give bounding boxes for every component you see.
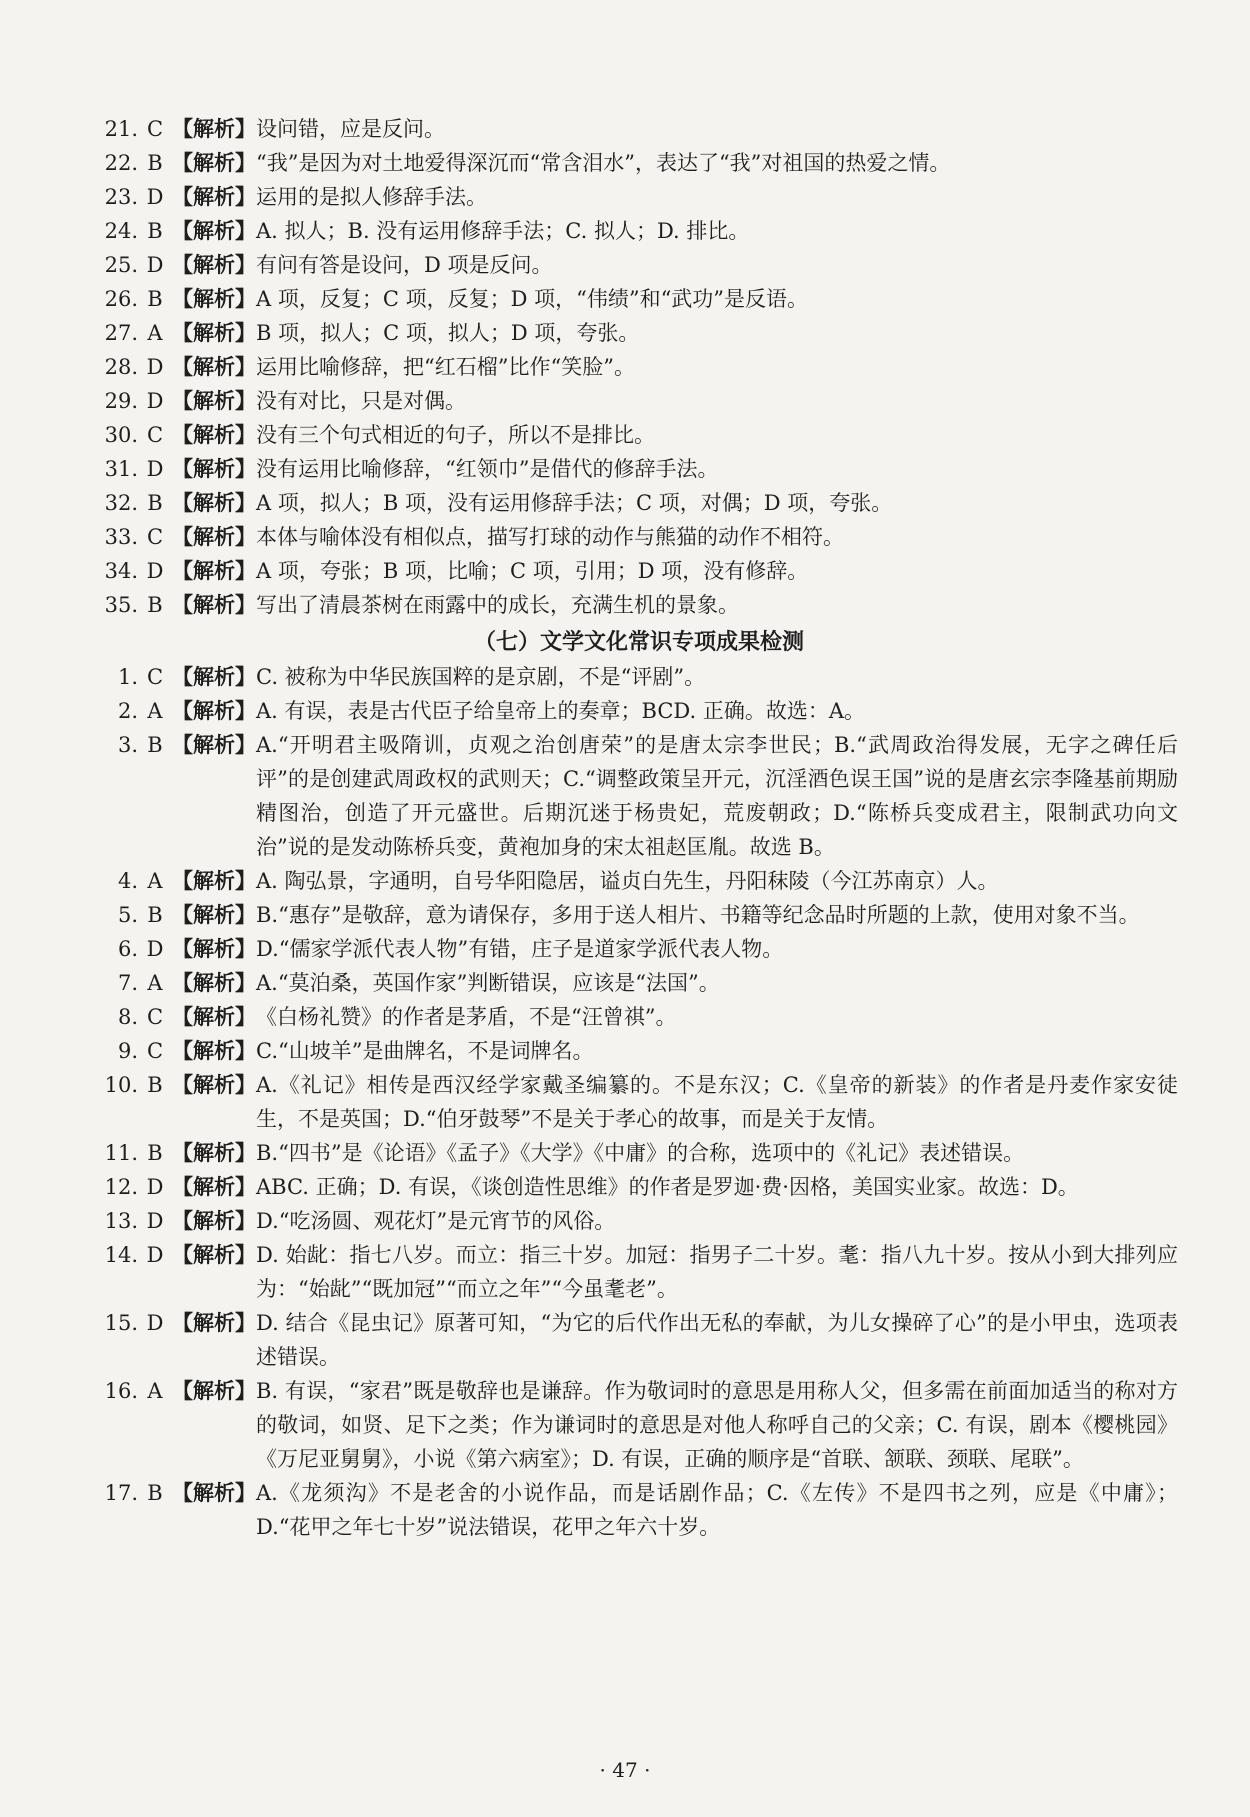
answer-entry [100, 384, 1178, 418]
answer-entry [100, 1306, 1178, 1374]
answer-letter: C [146, 117, 164, 141]
answer-letter: B [147, 219, 163, 243]
analysis-text: 《白杨礼赞》的作者是茅盾，不是“汪曾祺”。 [256, 1005, 677, 1029]
analysis-tag: 【解析】 [172, 286, 256, 311]
section-heading: （七）文学文化常识专项成果检测 [473, 629, 804, 655]
question-number: 9. [117, 1039, 138, 1063]
answer-entry [100, 248, 1178, 282]
analysis-text: 没有三个句式相近的句子，所以不是排比。 [256, 423, 655, 447]
answer-entry [100, 282, 1178, 316]
answer-letter: B [147, 1141, 163, 1165]
analysis-tag: 【解析】 [172, 1038, 256, 1063]
answer-entry [100, 966, 1178, 1000]
analysis-text: 设问错，应是反问。 [256, 117, 445, 141]
answer-entry [100, 1136, 1178, 1170]
analysis-tag: 【解析】 [172, 184, 256, 209]
answer-letter: D [146, 1209, 164, 1233]
answer-letter: D [146, 1311, 164, 1335]
answer-entry [100, 112, 1178, 146]
answer-entry [100, 180, 1178, 214]
question-number: 12. [104, 1175, 138, 1199]
analysis-tag: 【解析】 [172, 1242, 256, 1267]
answer-entry [100, 486, 1178, 520]
analysis-tag: 【解析】 [172, 150, 256, 175]
analysis-text: B.“四书”是《论语》《孟子》《大学》《中庸》的合称，选项中的《礼记》表述错误。 [256, 1141, 1025, 1165]
answer-entry [100, 660, 1178, 694]
analysis-text: 有问有答是设问，D 项是反问。 [256, 253, 553, 277]
analysis-tag: 【解析】 [172, 524, 256, 549]
question-number: 27. [104, 321, 138, 345]
analysis-text: 运用的是拟人修辞手法。 [256, 185, 487, 209]
literature-answers [100, 660, 1178, 1544]
analysis-text: 本体与喻体没有相似点，描写打球的动作与熊猫的动作不相符。 [256, 525, 844, 549]
analysis-text: D. 始龀：指七八岁。而立：指三十岁。加冠：指男子二十岁。耄：指八九十岁。按从小到大排列应为：“始龀”“既加冠”“而立之年”“今虽耄老”。 [256, 1243, 1178, 1301]
question-number: 31. [104, 457, 138, 481]
answer-letter: A [147, 699, 163, 723]
question-number: 2. [117, 699, 138, 723]
analysis-text: C. 被称为中华民族国粹的是京剧，不是“评剧”。 [256, 665, 706, 689]
question-number: 23. [104, 185, 138, 209]
question-number: 14. [104, 1243, 138, 1267]
analysis-tag: 【解析】 [172, 320, 256, 345]
question-number: 5. [117, 903, 138, 927]
analysis-tag: 【解析】 [172, 252, 256, 277]
analysis-text: A.“开明君主吸隋训，贞观之治创唐荣”的是唐太宗李世民；B.“武周政治得发展，无字之碑任后评”的是创建武周政权的武则天；C.“调整政策呈开元，沉淫酒色误王国”说的是唐玄宗李隆基前期励精图治，创造了开元盛世。后期沉迷于杨贵妃，荒废朝政；D.“陈桥兵变成君主，限制武功向文治”说的是发动陈桥兵变，黄袍加身的宋太祖赵匡胤。故选 B。 [256, 733, 1178, 859]
question-number: 30. [104, 423, 138, 447]
analysis-text: A.“莫泊桑，英国作家”判断错误，应该是“法国”。 [256, 971, 720, 995]
answer-letter: A [147, 869, 163, 893]
answer-entry [100, 588, 1178, 622]
answer-entry [100, 520, 1178, 554]
analysis-text: D.“儒家学派代表人物”有错，庄子是道家学派代表人物。 [256, 937, 784, 961]
question-number: 33. [104, 525, 138, 549]
analysis-text: D.“吃汤圆、观花灯”是元宵节的风俗。 [256, 1209, 616, 1233]
answer-letter: D [146, 1175, 164, 1199]
analysis-text: A 项，夸张；B 项，比喻；C 项，引用；D 项，没有修辞。 [256, 559, 809, 583]
analysis-tag: 【解析】 [172, 592, 256, 617]
analysis-text: D. 结合《昆虫记》原著可知，“为它的后代作出无私的奉献，为儿女操碎了心”的是小甲虫，选项表述错误。 [256, 1311, 1178, 1369]
analysis-text: B.“惠存”是敬辞，意为请保存，多用于送人相片、书籍等纪念品时所题的上款，使用对象不当。 [256, 903, 1140, 927]
question-number: 7. [117, 971, 138, 995]
answer-entry [100, 554, 1178, 588]
question-number: 32. [104, 491, 138, 515]
analysis-text: A 项，拟人；B 项，没有运用修辞手法；C 项，对偶；D 项，夸张。 [256, 491, 893, 515]
analysis-tag: 【解析】 [172, 354, 256, 379]
analysis-tag: 【解析】 [172, 664, 256, 689]
answer-letter: D [146, 1243, 164, 1267]
answer-entry [100, 932, 1178, 966]
answer-entry [100, 1170, 1178, 1204]
analysis-tag: 【解析】 [172, 698, 256, 723]
analysis-text: B 项，拟人；C 项，拟人；D 项，夸张。 [256, 321, 640, 345]
analysis-tag: 【解析】 [172, 732, 256, 757]
analysis-tag: 【解析】 [172, 936, 256, 961]
question-number: 11. [104, 1141, 138, 1165]
page-number: · 47 · [599, 1758, 651, 1782]
answer-entry [100, 1476, 1178, 1544]
analysis-tag: 【解析】 [172, 902, 256, 927]
answer-letter: B [147, 593, 163, 617]
analysis-tag: 【解析】 [172, 218, 256, 243]
analysis-tag: 【解析】 [172, 1004, 256, 1029]
analysis-tag: 【解析】 [172, 388, 256, 413]
analysis-tag: 【解析】 [172, 422, 256, 447]
analysis-tag: 【解析】 [172, 456, 256, 481]
answer-entry [100, 1068, 1178, 1136]
answer-entry [100, 316, 1178, 350]
analysis-tag: 【解析】 [172, 490, 256, 515]
analysis-tag: 【解析】 [172, 558, 256, 583]
analysis-text: B. 有误，“家君”既是敬辞也是谦辞。作为敬词时的意思是用称人父，但多需在前面加适当的称对方的敬词，如贤、足下之类；作为谦词时的意思是对他人称呼自己的父亲；C. 有误，剧本《樱桃园》《万尼亚舅舅》，小说《第六病室》；D. 有误，正确的顺序是“首联、颔联、颈联、尾联”。 [256, 1379, 1178, 1471]
question-number: 28. [104, 355, 138, 379]
analysis-tag: 【解析】 [172, 1378, 256, 1403]
answer-letter: D [146, 253, 164, 277]
analysis-text: “我”是因为对土地爱得深沉而“常含泪水”，表达了“我”对祖国的热爱之情。 [256, 151, 951, 175]
analysis-tag: 【解析】 [172, 1208, 256, 1233]
question-number: 24. [104, 219, 138, 243]
analysis-tag: 【解析】 [172, 1174, 256, 1199]
answer-entry [100, 452, 1178, 486]
answer-letter: D [146, 355, 164, 379]
analysis-text: ABC. 正确；D. 有误，《谈创造性思维》的作者是罗迦·费·因格，美国实业家。故选：D。 [256, 1175, 1079, 1199]
answer-letter: A [147, 1379, 163, 1403]
answer-letter: C [146, 665, 164, 689]
question-number: 6. [117, 937, 138, 961]
analysis-text: A.《龙须沟》不是老舍的小说作品，而是话剧作品；C.《左传》不是四书之列，应是《中庸》；D.“花甲之年七十岁”说法错误，花甲之年六十岁。 [256, 1481, 1178, 1539]
answer-entry [100, 214, 1178, 248]
question-number: 34. [104, 559, 138, 583]
answer-entry [100, 350, 1178, 384]
answer-letter: A [147, 971, 163, 995]
answer-letter: D [146, 559, 164, 583]
answer-letter: B [147, 151, 163, 175]
answer-entry [100, 864, 1178, 898]
answer-letter: C [146, 1039, 164, 1063]
question-number: 29. [104, 389, 138, 413]
analysis-text: A. 陶弘景，字通明，自号华阳隐居，谥贞白先生，丹阳秣陵（今江苏南京）人。 [256, 869, 999, 893]
answer-entry [100, 728, 1178, 864]
question-number: 17. [104, 1481, 138, 1505]
answer-entry [100, 1000, 1178, 1034]
question-number: 13. [104, 1209, 138, 1233]
answer-entry [100, 1238, 1178, 1306]
question-number: 10. [104, 1073, 138, 1097]
question-number: 1. [117, 665, 138, 689]
question-number: 15. [104, 1311, 138, 1335]
answer-entry [100, 1204, 1178, 1238]
analysis-text: A. 拟人；B. 没有运用修辞手法；C. 拟人；D. 排比。 [256, 219, 750, 243]
analysis-text: C.“山坡羊”是曲牌名，不是词牌名。 [256, 1039, 594, 1063]
answer-letter: B [147, 733, 163, 757]
answer-letter: B [147, 1481, 163, 1505]
answer-letter: D [146, 389, 164, 413]
answer-entry [100, 1034, 1178, 1068]
analysis-tag: 【解析】 [172, 1480, 256, 1505]
answer-letter: B [147, 287, 163, 311]
analysis-tag: 【解析】 [172, 1140, 256, 1165]
question-number: 25. [104, 253, 138, 277]
question-number: 35. [104, 593, 138, 617]
answer-entry [100, 898, 1178, 932]
analysis-text: 没有对比，只是对偶。 [256, 389, 466, 413]
analysis-tag: 【解析】 [172, 868, 256, 893]
analysis-text: 运用比喻修辞，把“红石榴”比作“笑脸”。 [256, 355, 635, 379]
analysis-text: A. 有误，表是古代臣子给皇帝上的奏章；BCD. 正确。故选：A。 [256, 699, 866, 723]
rhetoric-answers [100, 112, 1178, 622]
analysis-text: A 项，反复；C 项，反复；D 项，“伟绩”和“武功”是反语。 [256, 287, 809, 311]
answer-letter: B [147, 903, 163, 927]
question-number: 8. [117, 1005, 138, 1029]
answer-letter: B [147, 491, 163, 515]
question-number: 21. [104, 117, 138, 141]
answer-letter: D [146, 185, 164, 209]
analysis-text: 写出了清晨茶树在雨露中的成长，充满生机的景象。 [256, 593, 739, 617]
answer-letter: D [146, 937, 164, 961]
question-number: 22. [104, 151, 138, 175]
answer-letter: C [146, 423, 164, 447]
question-number: 16. [104, 1379, 138, 1403]
answer-entry [100, 694, 1178, 728]
analysis-tag: 【解析】 [172, 116, 256, 141]
answer-entry [100, 146, 1178, 180]
analysis-tag: 【解析】 [172, 1310, 256, 1335]
answer-letter: B [147, 1073, 163, 1097]
analysis-tag: 【解析】 [172, 970, 256, 995]
analysis-text: 没有运用比喻修辞，“红领巾”是借代的修辞手法。 [256, 457, 719, 481]
answer-letter: C [146, 1005, 164, 1029]
question-number: 26. [104, 287, 138, 311]
analysis-text: A.《礼记》相传是西汉经学家戴圣编纂的。不是东汉；C.《皇帝的新装》的作者是丹麦作家安徒生，不是英国；D.“伯牙鼓琴”不是关于孝心的故事，而是关于友情。 [256, 1073, 1178, 1131]
answer-letter: D [146, 457, 164, 481]
answer-entry [100, 1374, 1178, 1476]
analysis-tag: 【解析】 [172, 1072, 256, 1097]
question-number: 4. [117, 869, 138, 893]
answer-entry [100, 418, 1178, 452]
question-number: 3. [117, 733, 138, 757]
answer-letter: A [147, 321, 163, 345]
answer-letter: C [146, 525, 164, 549]
